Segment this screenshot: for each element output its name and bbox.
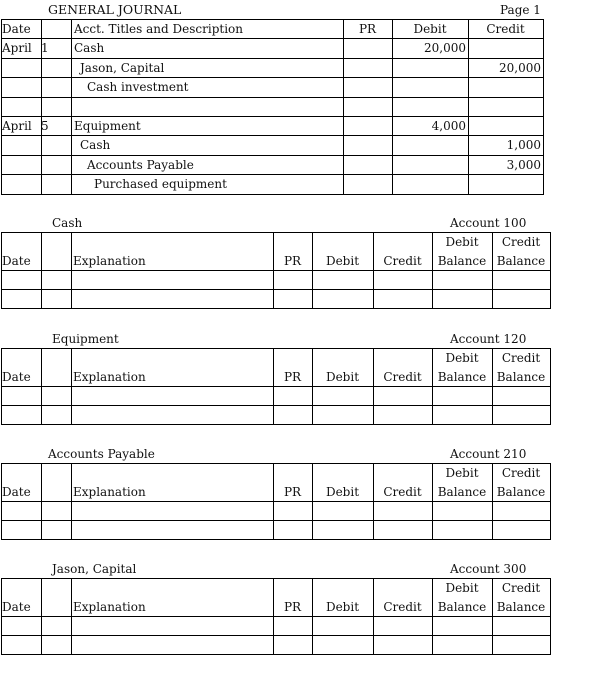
- ledger-header-pr: PR: [283, 254, 302, 268]
- entry-debit: 20,000: [424, 41, 466, 55]
- entry-credit: 1,000: [506, 138, 541, 152]
- ledger-header-explanation: Explanation: [73, 600, 146, 614]
- column-line: [71, 463, 72, 540]
- rule-line: [1, 616, 551, 617]
- rule-line: [1, 386, 551, 387]
- entry-day: 5: [41, 119, 49, 133]
- entry-account-title: Accounts Payable: [87, 158, 194, 172]
- column-line: [312, 348, 313, 425]
- column-line: [41, 578, 42, 655]
- column-line: [1, 348, 2, 425]
- rule-line: [1, 424, 551, 425]
- header-account-titles: Acct. Titles and Description: [74, 22, 243, 36]
- header-date: Date: [2, 22, 31, 36]
- entry-debit: 4,000: [431, 119, 466, 133]
- ledger-header-debit: Debit: [325, 485, 360, 499]
- ledger-header-debit-balance-top: Debit: [445, 466, 479, 480]
- column-line: [1, 578, 2, 655]
- header-pr: PR: [358, 22, 377, 36]
- ledger-header-credit: Credit: [383, 485, 422, 499]
- ledger-header-credit-balance-top: Credit: [501, 235, 541, 249]
- ledger-header-explanation: Explanation: [73, 254, 146, 268]
- ledger-header-credit-balance-bottom: Balance: [496, 485, 546, 499]
- entry-month: April: [2, 119, 32, 133]
- column-line: [550, 578, 551, 655]
- entry-account-title: Cash investment: [87, 80, 189, 94]
- ledger-header-credit: Credit: [383, 254, 422, 268]
- ledger-header-credit: Credit: [383, 600, 422, 614]
- ledger-header-debit-balance-top: Debit: [445, 581, 479, 595]
- rule-line: [1, 135, 544, 136]
- ledger-header-credit-balance-bottom: Balance: [496, 254, 546, 268]
- entry-account-title: Cash: [74, 41, 105, 55]
- ledger-account-name: Jason, Capital: [52, 562, 137, 576]
- column-line: [312, 463, 313, 540]
- ledger-account-name: Cash: [52, 216, 83, 230]
- entry-account-title: Purchased equipment: [94, 177, 227, 191]
- ledger-header-debit-balance-bottom: Balance: [437, 254, 487, 268]
- column-line: [312, 578, 313, 655]
- rule-line: [1, 539, 551, 540]
- ledger-account-number: Account 120: [450, 332, 527, 346]
- ledger-header-debit-balance-bottom: Balance: [437, 485, 487, 499]
- ledger-header-debit: Debit: [325, 600, 360, 614]
- ledger-account-name: Equipment: [52, 332, 119, 346]
- column-line: [550, 348, 551, 425]
- ledger-account-number: Account 100: [450, 216, 527, 230]
- ledger-header-explanation: Explanation: [73, 370, 146, 384]
- rule-line: [1, 232, 551, 233]
- ledger-header-debit-balance-top: Debit: [445, 351, 479, 365]
- entry-month: April: [2, 41, 32, 55]
- column-line: [1, 232, 2, 309]
- rule-line: [1, 501, 551, 502]
- ledger-account-name: Accounts Payable: [48, 447, 155, 461]
- column-line: [550, 232, 551, 309]
- ledger-header-credit-balance-bottom: Balance: [496, 370, 546, 384]
- column-line: [550, 463, 551, 540]
- journal-title: GENERAL JOURNAL: [48, 2, 182, 17]
- column-line: [71, 19, 72, 195]
- entry-account-title: Jason, Capital: [80, 61, 165, 75]
- rule-line: [1, 405, 551, 406]
- ledger-header-credit-balance-top: Credit: [501, 581, 541, 595]
- ledger-header-credit-balance-bottom: Balance: [496, 600, 546, 614]
- ledger-header-date: Date: [2, 254, 31, 268]
- ledger-header-debit-balance-top: Debit: [445, 235, 479, 249]
- column-line: [373, 232, 374, 309]
- column-line: [71, 578, 72, 655]
- ledger-header-debit-balance-bottom: Balance: [437, 370, 487, 384]
- rule-line: [1, 97, 544, 98]
- column-line: [343, 19, 344, 195]
- ledger-header-debit-balance-bottom: Balance: [437, 600, 487, 614]
- rule-line: [1, 38, 544, 39]
- rule-line: [1, 520, 551, 521]
- rule-line: [1, 289, 551, 290]
- rule-line: [1, 155, 544, 156]
- column-line: [41, 463, 42, 540]
- column-line: [543, 19, 544, 195]
- entry-day: 1: [41, 41, 49, 55]
- ledger-header-credit-balance-top: Credit: [501, 351, 541, 365]
- rule-line: [1, 174, 544, 175]
- rule-line: [1, 578, 551, 579]
- rule-line: [1, 308, 551, 309]
- rule-line: [1, 58, 544, 59]
- rule-line: [1, 77, 544, 78]
- rule-line: [1, 194, 544, 195]
- ledger-header-credit: Credit: [383, 370, 422, 384]
- column-line: [273, 348, 274, 425]
- rule-line: [1, 116, 544, 117]
- rule-line: [1, 270, 551, 271]
- rule-line: [1, 654, 551, 655]
- page-number: Page 1: [500, 3, 541, 17]
- entry-credit: 20,000: [499, 61, 541, 75]
- rule-line: [1, 463, 551, 464]
- column-line: [373, 348, 374, 425]
- column-line: [1, 463, 2, 540]
- ledger-header-date: Date: [2, 370, 31, 384]
- rule-line: [1, 348, 551, 349]
- rule-line: [1, 19, 544, 20]
- column-line: [71, 232, 72, 309]
- column-line: [273, 463, 274, 540]
- column-line: [373, 463, 374, 540]
- header-debit: Debit: [413, 22, 447, 36]
- header-credit: Credit: [486, 22, 525, 36]
- column-line: [273, 578, 274, 655]
- ledger-account-number: Account 210: [450, 447, 527, 461]
- ledger-header-date: Date: [2, 600, 31, 614]
- ledger-header-date: Date: [2, 485, 31, 499]
- column-line: [373, 578, 374, 655]
- ledger-header-pr: PR: [283, 370, 302, 384]
- entry-account-title: Equipment: [74, 119, 141, 133]
- ledger-header-credit-balance-top: Credit: [501, 466, 541, 480]
- rule-line: [1, 635, 551, 636]
- entry-credit: 3,000: [506, 158, 541, 172]
- ledger-header-pr: PR: [283, 600, 302, 614]
- ledger-header-explanation: Explanation: [73, 485, 146, 499]
- column-line: [273, 232, 274, 309]
- ledger-header-debit: Debit: [325, 370, 360, 384]
- column-line: [312, 232, 313, 309]
- column-line: [41, 348, 42, 425]
- ledger-account-number: Account 300: [450, 562, 527, 576]
- column-line: [41, 232, 42, 309]
- entry-account-title: Cash: [80, 138, 111, 152]
- ledger-header-debit: Debit: [325, 254, 360, 268]
- ledger-header-pr: PR: [283, 485, 302, 499]
- column-line: [71, 348, 72, 425]
